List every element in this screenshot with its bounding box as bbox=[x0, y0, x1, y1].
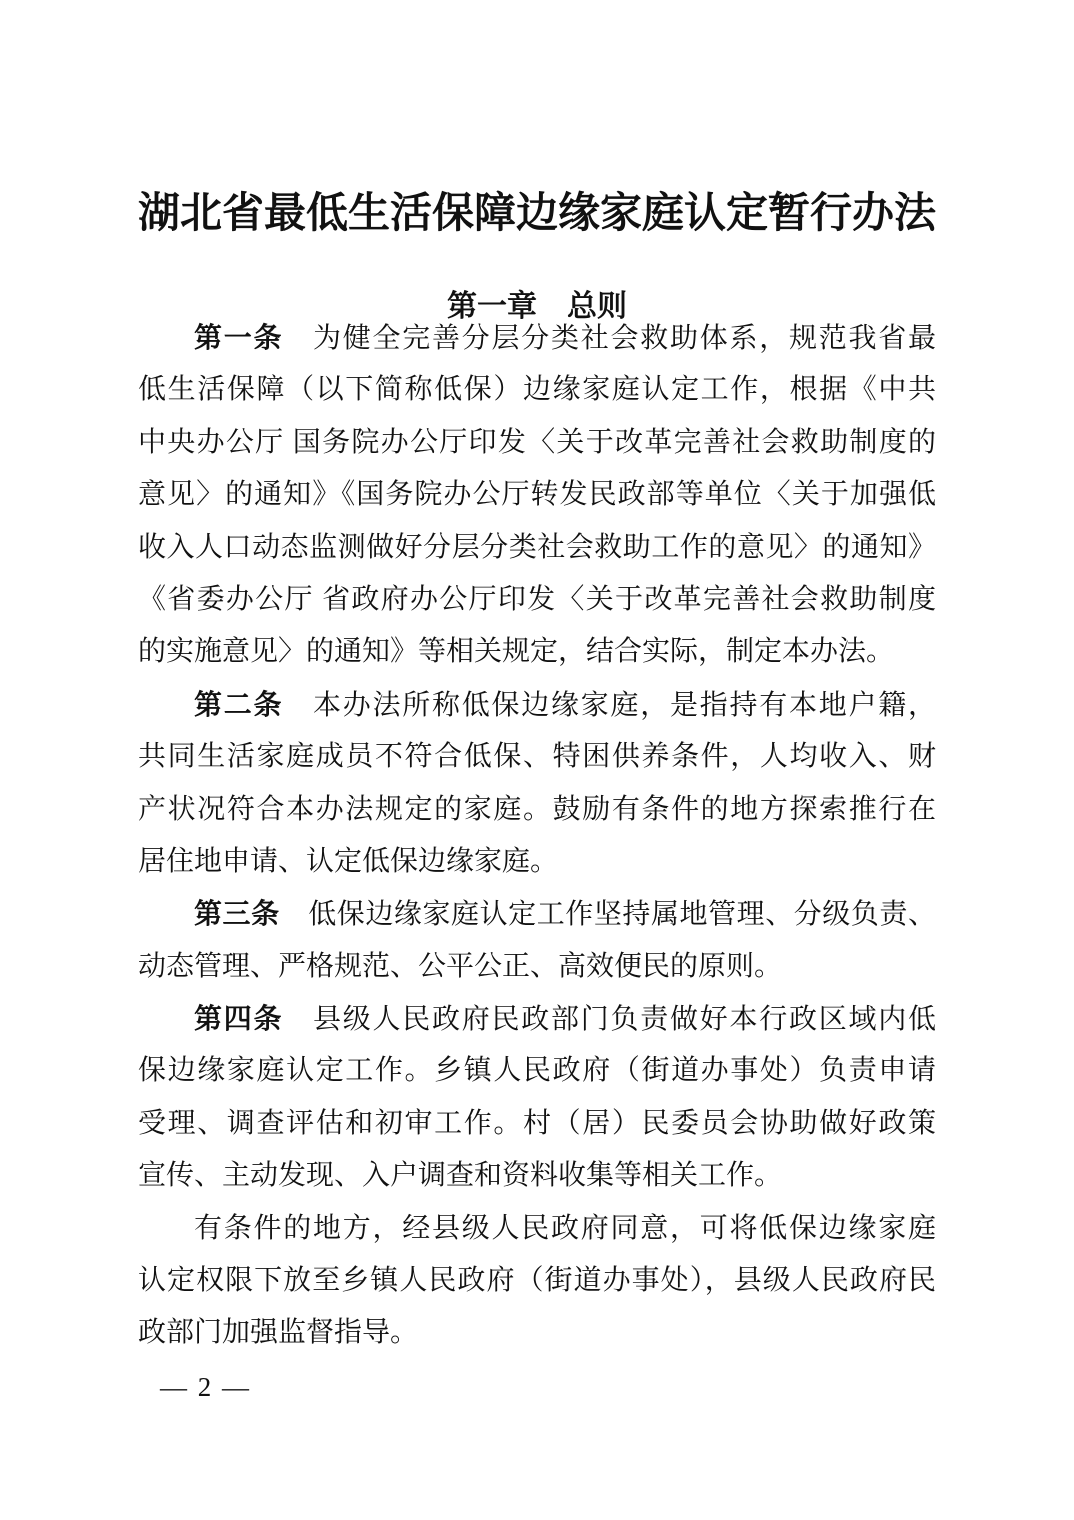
body-line bbox=[138, 312, 936, 364]
body-line bbox=[138, 574, 936, 626]
body-line-text: 中央办公厅 国务院办公厅印发〈关于改革完善社会救助制度的 bbox=[138, 426, 936, 458]
body-line bbox=[138, 731, 936, 783]
body-line bbox=[138, 1150, 936, 1202]
body-line-text: 居住地申请、认定低保边缘家庭。 bbox=[138, 845, 559, 877]
body-text bbox=[138, 312, 936, 1360]
article-number-label: 第二条 bbox=[194, 688, 284, 720]
body-line-text: 产状况符合本办法规定的家庭。鼓励有条件的地方探索推行在 bbox=[138, 793, 936, 825]
body-line bbox=[138, 1045, 936, 1097]
body-line-text: 保边缘家庭认定工作。乡镇人民政府（街道办事处）负责申请 bbox=[138, 1055, 936, 1087]
body-line-text: 收入人口动态监测做好分层分类社会救助工作的意见〉的通知》 bbox=[138, 531, 936, 563]
body-line bbox=[138, 626, 936, 678]
body-line-text: 低保边缘家庭认定工作坚持属地管理、分级负责、 bbox=[279, 899, 936, 931]
body-line bbox=[138, 1098, 936, 1150]
body-line bbox=[138, 1307, 936, 1359]
body-line bbox=[138, 364, 936, 416]
body-line-text: 受理、调查评估和初审工作。村（居）民委员会协助做好政策 bbox=[138, 1107, 936, 1139]
body-line bbox=[138, 836, 936, 888]
body-line-text: 为健全完善分层分类社会救助体系，规范我省最 bbox=[283, 323, 936, 354]
body-line bbox=[138, 1203, 936, 1255]
body-line-text: 动态管理、严格规范、公平公正、高效便民的原则。 bbox=[138, 950, 783, 982]
body-line-text: 共同生活家庭成员不符合低保、特困供养条件，人均收入、财 bbox=[138, 741, 936, 773]
body-line-text: 宣传、主动发现、入户调查和资料收集等相关工作。 bbox=[138, 1160, 783, 1192]
body-line bbox=[138, 784, 936, 836]
body-line-text: 县级人民政府民政部门负责做好本行政区域内低 bbox=[283, 1004, 936, 1036]
body-line-text: 政部门加强监督指导。 bbox=[138, 1317, 419, 1349]
body-line-text: 低生活保障（以下简称低保）边缘家庭认定工作，根据《中共 bbox=[138, 374, 936, 406]
article-number-label: 第三条 bbox=[194, 898, 280, 930]
body-line bbox=[138, 417, 936, 469]
body-line-text: 有条件的地方，经县级人民政府同意，可将低保边缘家庭 bbox=[194, 1212, 936, 1244]
body-line bbox=[138, 993, 936, 1045]
body-line-text: 《省委办公厅 省政府办公厅印发〈关于改革完善社会救助制度 bbox=[138, 583, 936, 615]
body-line bbox=[138, 941, 936, 993]
body-line bbox=[138, 888, 936, 940]
body-line bbox=[138, 522, 936, 574]
chapter-heading: 第一章 总则 bbox=[447, 289, 627, 323]
article-number-label: 第一条 bbox=[194, 322, 284, 353]
page-title: 湖北省最低生活保障边缘家庭认定暂行办法 bbox=[137, 191, 936, 238]
article-number-label: 第四条 bbox=[194, 1003, 284, 1035]
body-line bbox=[138, 679, 936, 731]
body-line bbox=[138, 469, 936, 521]
body-line-text: 的实施意见〉的通知》等相关规定，结合实际，制定本办法。 bbox=[138, 636, 895, 668]
body-line bbox=[138, 1255, 936, 1307]
page-number: — 2 — bbox=[160, 1372, 251, 1402]
body-line-text: 本办法所称低保边缘家庭，是指持有本地户籍， bbox=[283, 689, 936, 721]
body-line-text: 认定权限下放至乡镇人民政府（街道办事处），县级人民政府民 bbox=[138, 1265, 936, 1297]
body-line-text: 意见〉的通知》《国务院办公厅转发民政部等单位〈关于加强低 bbox=[138, 479, 936, 511]
